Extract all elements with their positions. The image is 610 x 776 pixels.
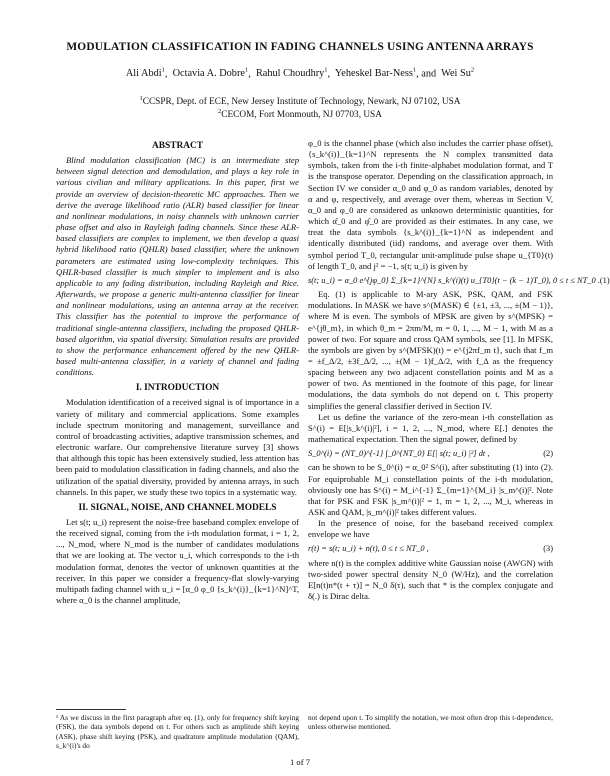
author: Rahul Choudhry$^1$	[255, 67, 328, 80]
author: Yeheskel Bar-Ness$^1$	[334, 67, 417, 80]
abstract-text: Blind modulation classification (MC) is an intermediate step between signal detection and demodulation, and plays a key role in various civilian and military applications. In this paper, first we provide an overview of decision-theoretic MC approaches. Then we derive the average likelihood ratio (ALR) based classifier for linear and nonlinear modulations, in noisy channels with unknown carrier phase offset and also in Rayleigh fading channels. Since these ALR-based classifiers are complex to implement, we then develop a quasi hybrid likelihood ratio (QHLR) based classifier, where the unknown parameters are estimated using low-complexity techniques. This QHLR-based classifier is much simpler to implement and is also applicable to any fading distribution, including Rayleigh and Rice. Afterwards, we propose a generic multi-antenna classifier for linear and nonlinear modulations, using an antenna array at the receiver. This classifier has the potential to improve the performance of traditional single-antenna classifiers, including the proposed QHLR-based algorithm, via spatial diversity. Simulation results are provided to show the performance enhancement offered by the new QHLR-based multi-antenna classifier, in a variety of channel and fading conditions.	[56, 155, 299, 378]
author: Ali Abdi$^1$	[125, 67, 165, 80]
equation	[308, 275, 610, 286]
author: Octavia A. Dobre$^1$	[172, 67, 249, 80]
footnote-continued: not depend upon t. To simplify the notation, we most often drop this t-dependence, unless otherwise mentioned.	[308, 713, 553, 732]
paragraph: where n(t) is the complex additive white Gaussian noise (AWGN) with two-sided power spectral density N_0 (W/Hz), and the correlation E[n(t)n*(t + τ)] = N_0 δ(τ), such that * is the complex conjugate and δ(.) is Dirac delta.	[308, 557, 553, 602]
equation	[308, 543, 553, 554]
paragraph: Modulation identification of a received signal is of importance in a variety of military and commercial applications. Some examples include spectrum monitoring and management, surveillance and control of broadcasting activities, adaptive transmission schemes, and electronic warfare. Our comprehensive literature survey [3] shows that although this topic has been extensively studied, less attention has been paid to modulation classification in fading channels, and also the utilization of the spatial diversity, provided by antenna arrays, in such channels. In this paper, we study these two topics in a systematic way.	[56, 397, 299, 497]
equation-body: s(t; u_i) = α_0 e^{jφ_0} Σ_{k=1}^{N} s_k^(i)(t) u_{T0}(t − (k − 1)T_0), 0 ≤ t ≤ NT_0 .	[308, 275, 600, 285]
equation-number: (2)	[543, 449, 553, 459]
paragraph: In the presence of noise, for the baseband received complex envelope we have	[308, 518, 553, 540]
paragraph: φ_0 is the channel phase (which also includes the carrier phase offset), {s_k^(i)}_{k=1}^N represents the N complex transmitted data symbols, taken from the i-th finite-alphabet modulation format, and T is the transpose operator. Depending on the classification approach, in Section IV we consider α_0 and φ_0 as random variables, denoted by α and φ, respectively, and average over them, whereas in Section V, α_0 and φ_0 are considered as unknown deterministic quantities, for which α̂_0 and φ̂_0 are provided as their estimates. In any case, we treat the data symbols {s_k^(i)}_{k=1}^N as independent and identically distributed (iid) randoms, and average over them. With symbol period T_0, rectangular unit-amplitude pulse shape u_{T0}(t) of length T_0, and j² = −1, s(t; u_i) is given by	[308, 138, 553, 271]
paragraph: Eq. (1) is applicable to M-ary ASK, PSK, QAM, and FSK modulations. In MASK we have s^(MASK) ∈ {±1, ±3, ..., ±(M − 1)}, where M is even. The symbols of MPSK are given by s^(MPSK) = e^{jθ_m}, in which θ_m = 2πm/M, m = 0, 1, ..., M − 1, with M as a power of two. For square and cross QAM symbols, see [1]. In MFSK, the symbols are given by s^(MFSK)(t) = e^{j2πf_m t}, such that f_m = ±f_Δ/2, ±3f_Δ/2, ..., ±(M − 1)f_Δ/2, with f_Δ as the frequency spacing between any two adjacent constellation points and M as a power of two. As mentioned in the footnote of this page, for linear modulations, the data symbols do not depend on t. This property simplifies the general classifier derived in Section IV.	[308, 289, 553, 411]
paragraph: Let us define the variance of the zero-mean i-th constellation as S^(i) = E[|s_k^(i)|²], i = 1, 2, ..., N_mod, where E[.] denotes the mathematical expectation. Then the signal power, defined by	[308, 411, 553, 445]
footnote-rule	[56, 709, 126, 710]
paragraph: can be shown to be S_0^(i) = α_0² S^(i), after substituting (1) into (2). For equiprobable M_i constellation points of the i-th modulation, obviously one has S^(i) = M_i^{-1} Σ_{m=1}^{M_i} |s_m^(i)|². Note that for PSK and FSK |s_m^(i)|² = 1, m = 1, 2, ..., M_i, whereas in ASK and QAM, |s_m^(i)|² takes different values.	[308, 462, 553, 517]
paragraph: Let s(t; u_i) represent the noise-free baseband complex envelope of the received signal, coming from the i-th modulation format, i = 1, 2, ..., N_mod, where N_mod is the number of candidates modulations that we are looking at. The vector u_i, which corresponds to the i-th modulation format, denotes the vector of unknown quantities at the receiver. In this paper we consider a frequency-flat slowly-varying multipath fading channel with u_i = [α_0 φ_0 {s_k^(i)}_{k=1}^N]^T, where α_0 is the channel amplitude,	[56, 517, 299, 606]
affiliation: $^2$CECOM, Fort Monmouth, NJ 07703, USA	[218, 108, 382, 121]
section-heading: I. INTRODUCTION	[135, 383, 220, 394]
right-column	[308, 138, 610, 602]
paper-title: MODULATION CLASSIFICATION IN FADING CHANNELS USING ANTENNA ARRAYS	[66, 41, 534, 53]
page-number: 1 of 7	[289, 757, 311, 767]
footnote: ¹ As we discuss in the first paragraph after eq. (1), only for frequency shift keying (FSK), the data symbols depend on t. For others such as amplitude shift keying (ASK), phase shift keying (PSK), and quadrature amplitude modulation (QAM), s_k^(i)'s do	[56, 713, 299, 750]
abstract-heading: ABSTRACT	[151, 141, 204, 151]
author-list: Ali Abdi$^1$, Octavia A. Dobre$^1$, Rahul Choudhry$^1$, Yeheskel Bar-Ness$^1$, and Wei Su$^2$	[125, 67, 475, 80]
equation-number: (3)	[543, 544, 553, 554]
equation-body: S_0^(i) = (NT_0)^{-1} ∫_0^{NT_0} E[| s(t; u_i) |²] dt ,	[308, 449, 490, 459]
equation	[308, 448, 553, 459]
left-column	[56, 140, 299, 606]
equation-body: r(t) = s(t; u_i) + n(t), 0 ≤ t ≤ NT_0 ,	[308, 544, 429, 554]
section-heading: II. SIGNAL, NOISE, AND CHANNEL MODELS	[78, 502, 277, 513]
abstract	[56, 155, 299, 378]
equation-number: (1)	[599, 275, 610, 285]
affiliation: $^1$CCSPR, Dept. of ECE, New Jersey Institute of Technology, Newark, NJ 07102, USA	[139, 95, 461, 108]
author: Wei Su$^2$	[441, 67, 475, 80]
